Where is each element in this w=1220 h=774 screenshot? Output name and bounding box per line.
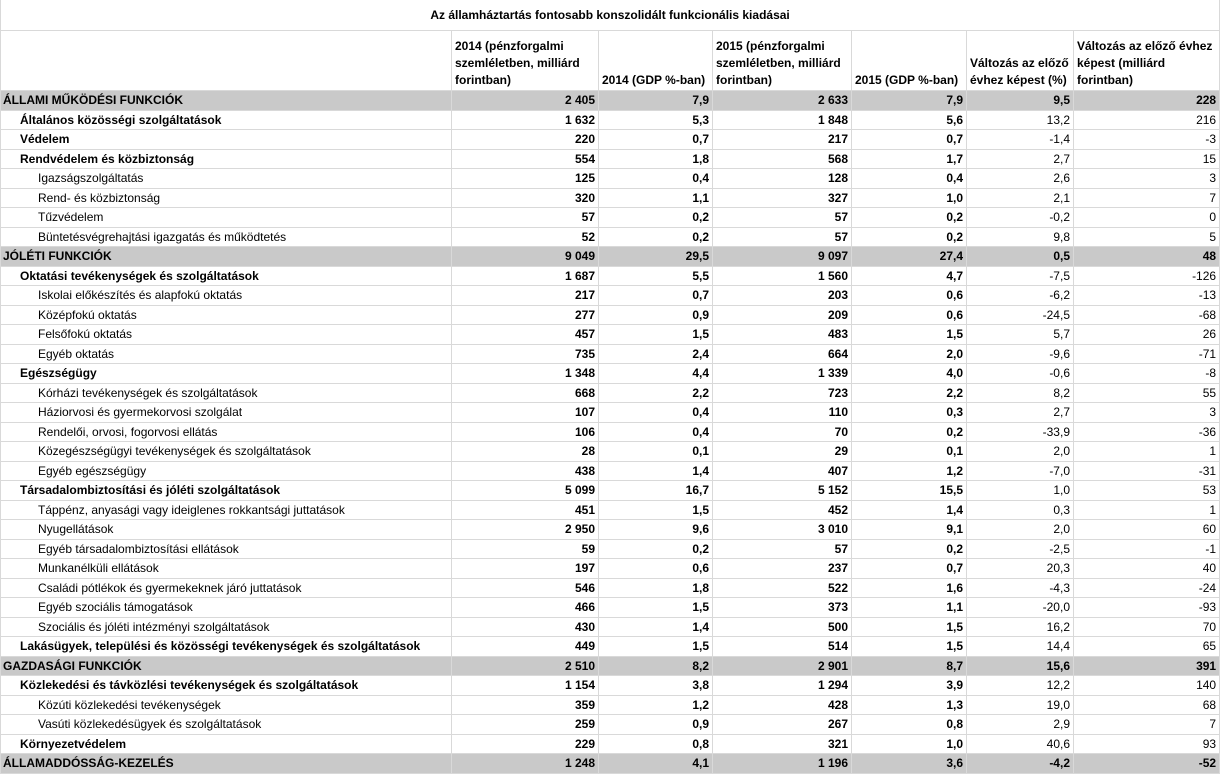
- value-change-pct[interactable]: -9,6: [967, 344, 1074, 364]
- subcategory-row: [1, 383, 1220, 403]
- value-2014-billion[interactable]: 438: [452, 461, 599, 481]
- value-2014-billion[interactable]: 59: [452, 539, 599, 559]
- value-2015-gdp[interactable]: 0,6: [852, 286, 967, 306]
- value-2014-gdp[interactable]: 7,9: [599, 91, 713, 111]
- value-change-pct[interactable]: 0,5: [967, 247, 1074, 267]
- row-label[interactable]: ÁLLAMI MŰKÖDÉSI FUNKCIÓK: [1, 91, 452, 111]
- value-2015-gdp[interactable]: 1,0: [852, 734, 967, 754]
- value-2014-gdp[interactable]: 4,4: [599, 364, 713, 384]
- col-header-2015-gdp[interactable]: 2015 (GDP %-ban): [852, 31, 967, 91]
- row-label[interactable]: Oktatási tevékenységek és szolgáltatások: [1, 266, 452, 286]
- value-2014-gdp[interactable]: 0,4: [599, 403, 713, 423]
- value-change-billion[interactable]: 60: [1074, 520, 1220, 540]
- value-change-pct[interactable]: 15,6: [967, 656, 1074, 676]
- row-label[interactable]: Iskolai előkészítés és alapfokú oktatás: [1, 286, 452, 306]
- value-2015-gdp[interactable]: 0,2: [852, 227, 967, 247]
- value-2015-gdp[interactable]: 0,7: [852, 559, 967, 579]
- subcategory-row: [1, 559, 1220, 579]
- value-2014-gdp[interactable]: 0,4: [599, 169, 713, 189]
- value-change-billion[interactable]: 15: [1074, 149, 1220, 169]
- row-label[interactable]: Táppénz, anyasági vagy ideiglenes rokkantsági juttatások: [1, 500, 452, 520]
- value-change-billion[interactable]: 40: [1074, 559, 1220, 579]
- value-change-pct[interactable]: 9,8: [967, 227, 1074, 247]
- subcategory-row: [1, 578, 1220, 598]
- value-2014-gdp[interactable]: 29,5: [599, 247, 713, 267]
- row-label[interactable]: Tűzvédelem: [1, 208, 452, 228]
- value-change-billion[interactable]: 68: [1074, 695, 1220, 715]
- value-change-pct[interactable]: -24,5: [967, 305, 1074, 325]
- col-header-change-billion[interactable]: Változás az előző évhez képest (milliárd forintban): [1074, 31, 1220, 91]
- value-2015-billion[interactable]: 57: [713, 539, 852, 559]
- value-2015-gdp[interactable]: 2,0: [852, 344, 967, 364]
- value-2015-billion[interactable]: 514: [713, 637, 852, 657]
- value-2015-billion[interactable]: 2 901: [713, 656, 852, 676]
- value-change-pct[interactable]: 9,5: [967, 91, 1074, 111]
- row-label[interactable]: Családi pótlékok és gyermekeknek járó juttatások: [1, 578, 452, 598]
- category-row: [1, 110, 1220, 130]
- value-2015-gdp[interactable]: 0,2: [852, 422, 967, 442]
- value-2014-gdp[interactable]: 1,2: [599, 695, 713, 715]
- value-2015-billion[interactable]: 428: [713, 695, 852, 715]
- value-change-billion[interactable]: -31: [1074, 461, 1220, 481]
- row-label[interactable]: Egyéb oktatás: [1, 344, 452, 364]
- header-blank[interactable]: [1, 31, 452, 91]
- value-2014-gdp[interactable]: 0,2: [599, 539, 713, 559]
- row-label[interactable]: Általános közösségi szolgáltatások: [1, 110, 452, 130]
- value-change-pct[interactable]: 14,4: [967, 637, 1074, 657]
- value-change-pct[interactable]: -0,6: [967, 364, 1074, 384]
- value-2014-billion[interactable]: 277: [452, 305, 599, 325]
- value-2015-billion[interactable]: 500: [713, 617, 852, 637]
- value-change-pct[interactable]: 16,2: [967, 617, 1074, 637]
- category-row: [1, 364, 1220, 384]
- row-label[interactable]: Kórházi tevékenységek és szolgáltatások: [1, 383, 452, 403]
- value-2014-billion[interactable]: 57: [452, 208, 599, 228]
- value-2015-billion[interactable]: 57: [713, 227, 852, 247]
- value-change-billion[interactable]: -126: [1074, 266, 1220, 286]
- value-change-pct[interactable]: -0,2: [967, 208, 1074, 228]
- value-change-billion[interactable]: -93: [1074, 598, 1220, 618]
- row-label[interactable]: Vasúti közlekedésügyek és szolgáltatások: [1, 715, 452, 735]
- value-2014-billion[interactable]: 259: [452, 715, 599, 735]
- value-2015-gdp[interactable]: 1,7: [852, 149, 967, 169]
- value-change-pct[interactable]: 8,2: [967, 383, 1074, 403]
- subcategory-row: [1, 715, 1220, 735]
- subcategory-row: [1, 442, 1220, 462]
- value-change-billion[interactable]: 140: [1074, 676, 1220, 696]
- value-2015-billion[interactable]: 5 152: [713, 481, 852, 501]
- value-2015-gdp[interactable]: 27,4: [852, 247, 967, 267]
- subcategory-row: [1, 500, 1220, 520]
- value-change-billion[interactable]: -52: [1074, 754, 1220, 774]
- value-change-pct[interactable]: -4,3: [967, 578, 1074, 598]
- value-2014-gdp[interactable]: 1,1: [599, 188, 713, 208]
- value-2014-billion[interactable]: 2 950: [452, 520, 599, 540]
- row-label[interactable]: Közúti közlekedési tevékenységek: [1, 695, 452, 715]
- row-label[interactable]: Igazságszolgáltatás: [1, 169, 452, 189]
- value-2015-gdp[interactable]: 1,5: [852, 617, 967, 637]
- row-label[interactable]: Közegészségügyi tevékenységek és szolgáltatások: [1, 442, 452, 462]
- value-change-billion[interactable]: 7: [1074, 715, 1220, 735]
- value-2014-gdp[interactable]: 2,2: [599, 383, 713, 403]
- value-change-pct[interactable]: -7,5: [967, 266, 1074, 286]
- value-2015-gdp[interactable]: 5,6: [852, 110, 967, 130]
- value-2014-billion[interactable]: 451: [452, 500, 599, 520]
- value-2015-billion[interactable]: 57: [713, 208, 852, 228]
- value-2015-billion[interactable]: 1 560: [713, 266, 852, 286]
- value-2015-billion[interactable]: 407: [713, 461, 852, 481]
- subcategory-row: [1, 208, 1220, 228]
- value-2014-gdp[interactable]: 1,5: [599, 500, 713, 520]
- value-2014-gdp[interactable]: 0,9: [599, 305, 713, 325]
- value-2014-billion[interactable]: 735: [452, 344, 599, 364]
- value-2014-billion[interactable]: 1 632: [452, 110, 599, 130]
- value-2014-billion[interactable]: 125: [452, 169, 599, 189]
- value-change-pct[interactable]: 2,7: [967, 149, 1074, 169]
- value-2014-billion[interactable]: 359: [452, 695, 599, 715]
- value-change-billion[interactable]: -13: [1074, 286, 1220, 306]
- value-2014-gdp[interactable]: 0,8: [599, 734, 713, 754]
- value-2014-gdp[interactable]: 1,8: [599, 149, 713, 169]
- value-2014-gdp[interactable]: 0,9: [599, 715, 713, 735]
- value-change-billion[interactable]: 7: [1074, 188, 1220, 208]
- value-2015-gdp[interactable]: 2,2: [852, 383, 967, 403]
- value-change-billion[interactable]: 391: [1074, 656, 1220, 676]
- subcategory-row: [1, 461, 1220, 481]
- value-2015-billion[interactable]: 9 097: [713, 247, 852, 267]
- col-header-2014-gdp[interactable]: 2014 (GDP %-ban): [599, 31, 713, 91]
- value-change-billion[interactable]: 216: [1074, 110, 1220, 130]
- value-2015-billion[interactable]: 327: [713, 188, 852, 208]
- value-2014-gdp[interactable]: 5,3: [599, 110, 713, 130]
- value-2014-billion[interactable]: 229: [452, 734, 599, 754]
- value-change-billion[interactable]: 55: [1074, 383, 1220, 403]
- subcategory-row: [1, 325, 1220, 345]
- value-2015-gdp[interactable]: 0,4: [852, 169, 967, 189]
- value-2014-billion[interactable]: 449: [452, 637, 599, 657]
- subcategory-row: [1, 422, 1220, 442]
- row-label[interactable]: Munkanélküli ellátások: [1, 559, 452, 579]
- subcategory-row: [1, 695, 1220, 715]
- value-2015-gdp[interactable]: 1,4: [852, 500, 967, 520]
- subcategory-row: [1, 598, 1220, 618]
- value-2015-billion[interactable]: 321: [713, 734, 852, 754]
- value-2015-billion[interactable]: 2 633: [713, 91, 852, 111]
- value-2015-billion[interactable]: 483: [713, 325, 852, 345]
- row-label[interactable]: Rend- és közbiztonság: [1, 188, 452, 208]
- row-label[interactable]: Büntetésvégrehajtási igazgatás és működtetés: [1, 227, 452, 247]
- value-2015-billion[interactable]: 203: [713, 286, 852, 306]
- value-change-pct[interactable]: 2,6: [967, 169, 1074, 189]
- row-label[interactable]: Szociális és jóléti intézményi szolgáltatások: [1, 617, 452, 637]
- value-2015-gdp[interactable]: 1,2: [852, 461, 967, 481]
- category-row: [1, 734, 1220, 754]
- value-2015-gdp[interactable]: 7,9: [852, 91, 967, 111]
- value-change-pct[interactable]: 2,0: [967, 442, 1074, 462]
- category-row: [1, 637, 1220, 657]
- value-change-billion[interactable]: 53: [1074, 481, 1220, 501]
- value-2014-billion[interactable]: 107: [452, 403, 599, 423]
- row-label[interactable]: Nyugellátások: [1, 520, 452, 540]
- value-change-billion[interactable]: 1: [1074, 500, 1220, 520]
- value-2015-gdp[interactable]: 9,1: [852, 520, 967, 540]
- value-2014-gdp[interactable]: 1,8: [599, 578, 713, 598]
- row-label[interactable]: GAZDASÁGI FUNKCIÓK: [1, 656, 452, 676]
- value-2014-billion[interactable]: 197: [452, 559, 599, 579]
- category-row: [1, 130, 1220, 150]
- value-change-billion[interactable]: 70: [1074, 617, 1220, 637]
- value-change-pct[interactable]: -33,9: [967, 422, 1074, 442]
- value-2014-billion[interactable]: 430: [452, 617, 599, 637]
- value-2014-billion[interactable]: 320: [452, 188, 599, 208]
- row-label[interactable]: Védelem: [1, 130, 452, 150]
- value-2014-gdp[interactable]: 0,2: [599, 208, 713, 228]
- row-label[interactable]: Rendelői, orvosi, fogorvosi ellátás: [1, 422, 452, 442]
- section-row: [1, 656, 1220, 676]
- value-change-pct[interactable]: 2,9: [967, 715, 1074, 735]
- subcategory-row: [1, 227, 1220, 247]
- subcategory-row: [1, 188, 1220, 208]
- value-change-pct[interactable]: 40,6: [967, 734, 1074, 754]
- value-2015-billion[interactable]: 110: [713, 403, 852, 423]
- value-change-pct[interactable]: 2,1: [967, 188, 1074, 208]
- value-2014-billion[interactable]: 1 154: [452, 676, 599, 696]
- value-2015-gdp[interactable]: 4,7: [852, 266, 967, 286]
- value-change-pct[interactable]: -4,2: [967, 754, 1074, 774]
- header-row: [1, 31, 1220, 91]
- value-2014-billion[interactable]: 457: [452, 325, 599, 345]
- value-change-pct[interactable]: 1,0: [967, 481, 1074, 501]
- value-change-billion[interactable]: -3: [1074, 130, 1220, 150]
- row-label[interactable]: Egyéb egészségügy: [1, 461, 452, 481]
- value-2014-gdp[interactable]: 8,2: [599, 656, 713, 676]
- value-2014-billion[interactable]: 554: [452, 149, 599, 169]
- value-change-billion[interactable]: 93: [1074, 734, 1220, 754]
- value-2014-billion[interactable]: 1 348: [452, 364, 599, 384]
- row-label[interactable]: Lakásügyek, települési és közösségi tevékenységek és szolgáltatások: [1, 637, 452, 657]
- value-2014-gdp[interactable]: 0,7: [599, 130, 713, 150]
- value-change-pct[interactable]: 13,2: [967, 110, 1074, 130]
- value-change-pct[interactable]: 2,0: [967, 520, 1074, 540]
- subcategory-row: [1, 286, 1220, 306]
- value-change-pct[interactable]: -1,4: [967, 130, 1074, 150]
- value-change-pct[interactable]: 19,0: [967, 695, 1074, 715]
- value-2014-billion[interactable]: 106: [452, 422, 599, 442]
- value-change-billion[interactable]: -24: [1074, 578, 1220, 598]
- value-2015-billion[interactable]: 217: [713, 130, 852, 150]
- row-label[interactable]: Közlekedési és távközlési tevékenységek és szolgáltatások: [1, 676, 452, 696]
- value-2014-gdp[interactable]: 1,4: [599, 617, 713, 637]
- value-2015-billion[interactable]: 568: [713, 149, 852, 169]
- value-2015-billion[interactable]: 70: [713, 422, 852, 442]
- value-2014-gdp[interactable]: 0,2: [599, 227, 713, 247]
- value-change-billion[interactable]: 26: [1074, 325, 1220, 345]
- value-2015-billion[interactable]: 1 294: [713, 676, 852, 696]
- value-change-pct[interactable]: -20,0: [967, 598, 1074, 618]
- value-change-pct[interactable]: -6,2: [967, 286, 1074, 306]
- category-row: [1, 149, 1220, 169]
- value-2014-billion[interactable]: 2 510: [452, 656, 599, 676]
- value-change-pct[interactable]: 0,3: [967, 500, 1074, 520]
- value-2015-billion[interactable]: 128: [713, 169, 852, 189]
- value-2015-gdp[interactable]: 0,7: [852, 130, 967, 150]
- value-2015-billion[interactable]: 373: [713, 598, 852, 618]
- value-2015-gdp[interactable]: 0,2: [852, 208, 967, 228]
- value-change-billion[interactable]: -68: [1074, 305, 1220, 325]
- value-2015-billion[interactable]: 29: [713, 442, 852, 462]
- value-2014-billion[interactable]: 52: [452, 227, 599, 247]
- row-label[interactable]: Társadalombiztosítási és jóléti szolgáltatások: [1, 481, 452, 501]
- value-2015-gdp[interactable]: 0,8: [852, 715, 967, 735]
- category-row: [1, 481, 1220, 501]
- row-label[interactable]: Rendvédelem és közbiztonság: [1, 149, 452, 169]
- value-2014-billion[interactable]: 9 049: [452, 247, 599, 267]
- value-2014-gdp[interactable]: 3,8: [599, 676, 713, 696]
- value-2014-gdp[interactable]: 9,6: [599, 520, 713, 540]
- value-change-billion[interactable]: 48: [1074, 247, 1220, 267]
- category-row: [1, 266, 1220, 286]
- value-2015-billion[interactable]: 3 010: [713, 520, 852, 540]
- value-2015-billion[interactable]: 522: [713, 578, 852, 598]
- value-change-pct[interactable]: 20,3: [967, 559, 1074, 579]
- value-2014-gdp[interactable]: 1,5: [599, 325, 713, 345]
- value-2015-gdp[interactable]: 0,3: [852, 403, 967, 423]
- col-header-2015-billion[interactable]: 2015 (pénzforgalmi szemléletben, milliárd forintban): [713, 31, 852, 91]
- value-change-billion[interactable]: 1: [1074, 442, 1220, 462]
- value-change-billion[interactable]: 65: [1074, 637, 1220, 657]
- row-label[interactable]: Középfokú oktatás: [1, 305, 452, 325]
- subcategory-row: [1, 520, 1220, 540]
- value-2015-gdp[interactable]: 1,5: [852, 325, 967, 345]
- subcategory-row: [1, 403, 1220, 423]
- value-change-billion[interactable]: 228: [1074, 91, 1220, 111]
- value-2015-gdp[interactable]: 1,1: [852, 598, 967, 618]
- subcategory-row: [1, 617, 1220, 637]
- value-change-pct[interactable]: 2,7: [967, 403, 1074, 423]
- value-2015-billion[interactable]: 237: [713, 559, 852, 579]
- value-2015-billion[interactable]: 1 339: [713, 364, 852, 384]
- value-2014-gdp[interactable]: 2,4: [599, 344, 713, 364]
- value-change-billion[interactable]: 3: [1074, 169, 1220, 189]
- value-2014-billion[interactable]: 546: [452, 578, 599, 598]
- value-2014-gdp[interactable]: 0,6: [599, 559, 713, 579]
- value-2014-gdp[interactable]: 4,1: [599, 754, 713, 774]
- row-label[interactable]: Egyéb társadalombiztosítási ellátások: [1, 539, 452, 559]
- row-label[interactable]: Háziorvosi és gyermekorvosi szolgálat: [1, 403, 452, 423]
- table-title: Az államháztartás fontosabb konszolidált funkcionális kiadásai: [1, 0, 1220, 31]
- value-2014-gdp[interactable]: 5,5: [599, 266, 713, 286]
- value-2014-gdp[interactable]: 0,4: [599, 422, 713, 442]
- col-header-change-pct[interactable]: Változás az előző évhez képest (%): [967, 31, 1074, 91]
- value-2014-billion[interactable]: 668: [452, 383, 599, 403]
- value-2015-gdp[interactable]: 4,0: [852, 364, 967, 384]
- value-2015-gdp[interactable]: 15,5: [852, 481, 967, 501]
- value-2015-billion[interactable]: 1 196: [713, 754, 852, 774]
- value-2015-gdp[interactable]: 1,6: [852, 578, 967, 598]
- value-2014-billion[interactable]: 1 687: [452, 266, 599, 286]
- value-2015-billion[interactable]: 209: [713, 305, 852, 325]
- value-2015-gdp[interactable]: 3,9: [852, 676, 967, 696]
- value-2014-billion[interactable]: 217: [452, 286, 599, 306]
- value-2015-gdp[interactable]: 3,6: [852, 754, 967, 774]
- value-2014-billion[interactable]: 1 248: [452, 754, 599, 774]
- category-row: [1, 676, 1220, 696]
- value-change-billion[interactable]: 5: [1074, 227, 1220, 247]
- value-2015-billion[interactable]: 1 848: [713, 110, 852, 130]
- value-change-billion[interactable]: -71: [1074, 344, 1220, 364]
- value-change-pct[interactable]: -2,5: [967, 539, 1074, 559]
- row-label[interactable]: JÓLÉTI FUNKCIÓK: [1, 247, 452, 267]
- value-2015-billion[interactable]: 664: [713, 344, 852, 364]
- value-change-billion[interactable]: 0: [1074, 208, 1220, 228]
- value-2014-billion[interactable]: 2 405: [452, 91, 599, 111]
- value-2015-gdp[interactable]: 0,2: [852, 539, 967, 559]
- row-label[interactable]: Felsőfokú oktatás: [1, 325, 452, 345]
- section-row: [1, 91, 1220, 111]
- value-2015-billion[interactable]: 267: [713, 715, 852, 735]
- value-2015-gdp[interactable]: 1,5: [852, 637, 967, 657]
- value-2014-billion[interactable]: 466: [452, 598, 599, 618]
- value-change-pct[interactable]: -7,0: [967, 461, 1074, 481]
- subcategory-row: [1, 305, 1220, 325]
- value-2014-gdp[interactable]: 1,4: [599, 461, 713, 481]
- section-row: [1, 247, 1220, 267]
- row-label[interactable]: Egyéb szociális támogatások: [1, 598, 452, 618]
- row-label[interactable]: Egészségügy: [1, 364, 452, 384]
- value-2014-gdp[interactable]: 1,5: [599, 637, 713, 657]
- value-change-billion[interactable]: -8: [1074, 364, 1220, 384]
- value-change-pct[interactable]: 12,2: [967, 676, 1074, 696]
- value-2015-gdp[interactable]: 1,0: [852, 188, 967, 208]
- value-2014-billion[interactable]: 28: [452, 442, 599, 462]
- value-change-billion[interactable]: -1: [1074, 539, 1220, 559]
- value-2014-billion[interactable]: 220: [452, 130, 599, 150]
- value-2015-gdp[interactable]: 8,7: [852, 656, 967, 676]
- subcategory-row: [1, 169, 1220, 189]
- value-2014-gdp[interactable]: 1,5: [599, 598, 713, 618]
- value-change-pct[interactable]: 5,7: [967, 325, 1074, 345]
- value-2014-gdp[interactable]: 16,7: [599, 481, 713, 501]
- row-label[interactable]: Környezetvédelem: [1, 734, 452, 754]
- value-2015-gdp[interactable]: 0,1: [852, 442, 967, 462]
- value-2014-gdp[interactable]: 0,7: [599, 286, 713, 306]
- value-change-billion[interactable]: -36: [1074, 422, 1220, 442]
- value-2015-gdp[interactable]: 0,6: [852, 305, 967, 325]
- row-label[interactable]: ÁLLAMADDÓSSÁG-KEZELÉS: [1, 754, 452, 774]
- col-header-2014-billion[interactable]: 2014 (pénzforgalmi szemléletben, milliárd forintban): [452, 31, 599, 91]
- section-row: [1, 754, 1220, 774]
- value-2015-billion[interactable]: 452: [713, 500, 852, 520]
- value-2014-billion[interactable]: 5 099: [452, 481, 599, 501]
- title-row: [1, 0, 1220, 31]
- value-2014-gdp[interactable]: 0,1: [599, 442, 713, 462]
- value-change-billion[interactable]: 3: [1074, 403, 1220, 423]
- value-2015-gdp[interactable]: 1,3: [852, 695, 967, 715]
- subcategory-row: [1, 344, 1220, 364]
- subcategory-row: [1, 539, 1220, 559]
- value-2015-billion[interactable]: 723: [713, 383, 852, 403]
